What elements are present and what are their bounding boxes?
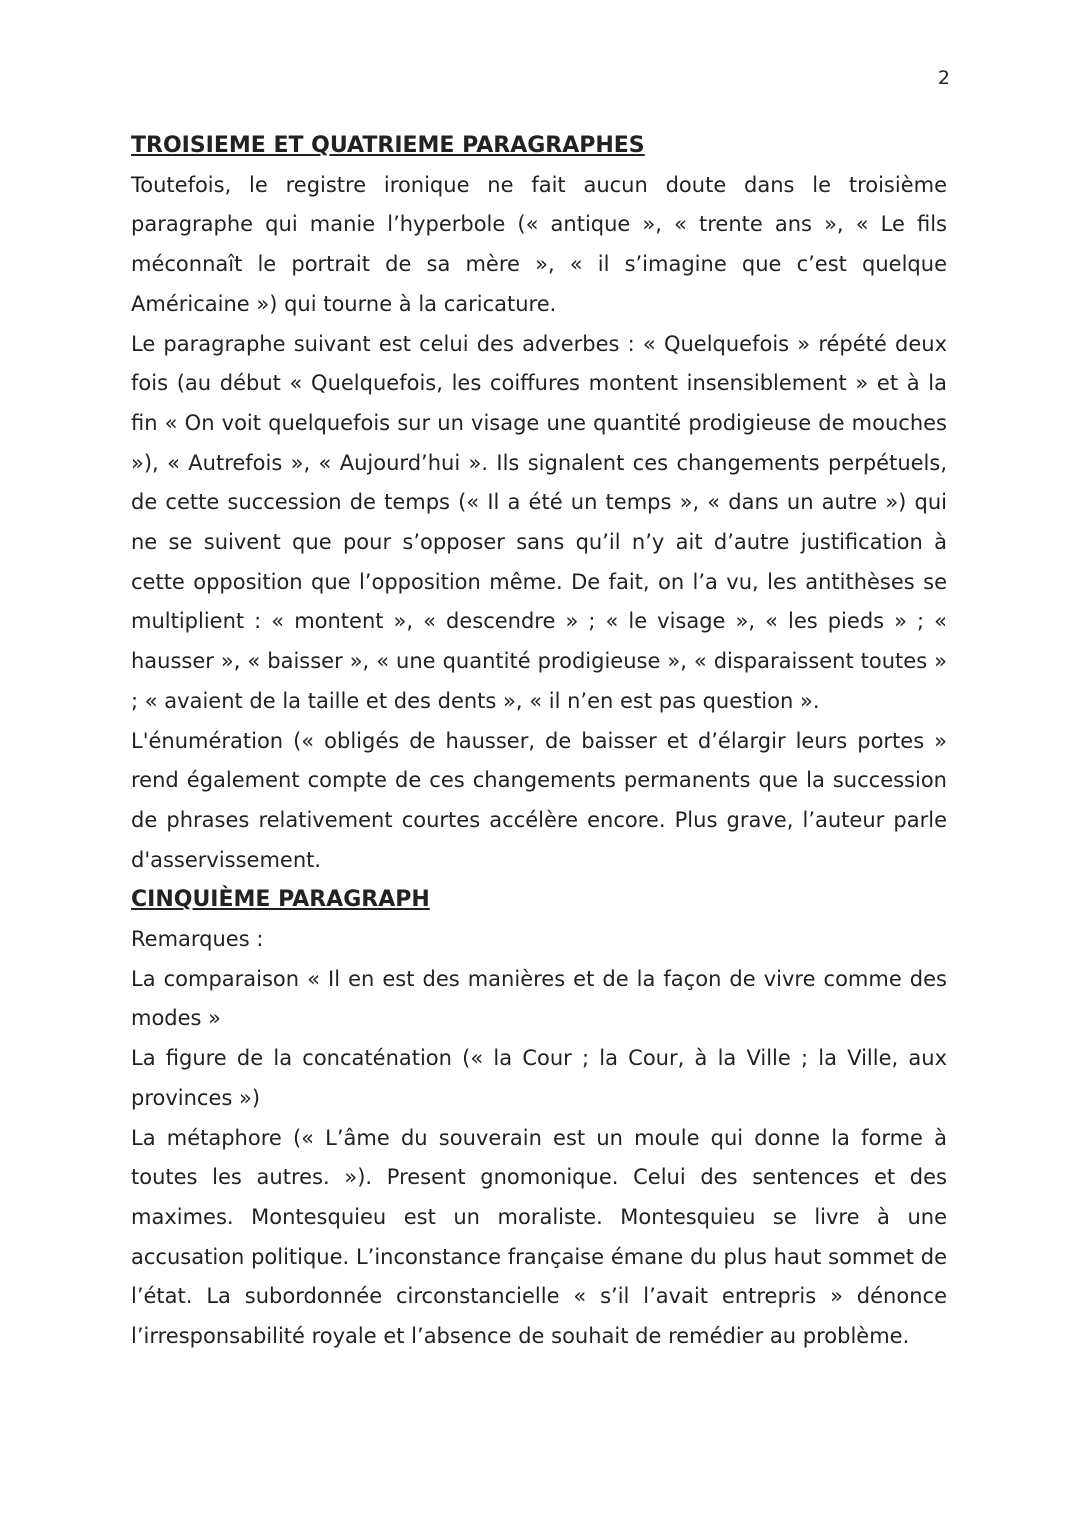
- section-troisieme-quatrieme: [131, 126, 947, 880]
- paragraph-remarques: Remarques :: [131, 927, 264, 952]
- paragraph-comparaison: La comparaison « Il en est des manières et de la façon de vivre comme des modes »: [131, 966, 947, 1031]
- section-cinquieme: [131, 880, 947, 1356]
- section-heading: TROISIEME ET QUATRIEME PARAGRAPHES: [131, 133, 645, 158]
- paragraph-hyperbole: Toutefois, le registre ironique ne fait aucun doute dans le troisième paragraphe qui manie l’hyperbole (« antique », « trente ans », « Le fils méconnaît le portrait de sa mère », « il s’imagine que c’est quelque Américaine ») qui tourne à la caricature.: [131, 172, 947, 316]
- paragraph-adverbes: Le paragraphe suivant est celui des adverbes : « Quelquefois » répété deux fois (au début « Quelquefois, les coiffures montent insensiblement » et à la fin « On voit quelquefois sur un visage une quantité prodigieuse de mouches »), « Autrefois », « Aujourd’hui ». Ils signalent ces changements perpétuels, de cette succession de temps (« Il a été un temps », « dans un autre ») qui ne se suivent que pour s’opposer sans qu’il n’y ait d’autre justification à cette opposition que l’opposition même. De fait, on l’a vu, les antithèses se multiplient : « montent », « descendre » ; « le visage », « les pieds » ; « hausser », « baisser », « une quantité prodigieuse », « disparaissent toutes » ; « avaient de la taille et des dents », « il n’en est pas question ».: [131, 331, 947, 713]
- section-heading: CINQUIÈME PARAGRAPH: [131, 887, 430, 913]
- paragraph-concatenation: La figure de la concaténation (« la Cour ; la Cour, à la Ville ; la Ville, aux provinces »): [131, 1046, 947, 1110]
- paragraph-metaphore: La métaphore (« L’âme du souverain est un moule qui donne la forme à toutes les autres. »). Present gnomonique. Celui des sentences et des maximes. Montesquieu est un moraliste. Montesquieu se livre à une accusation politique. L’inconstance française émane du plus haut sommet de l’état. La subordonnée circonstancielle « s’il l’avait entrepris » dénonce l’irresponsabilité royale et l’absence de souhait de remédier au problème.: [131, 1125, 947, 1349]
- document-body: [131, 126, 947, 1357]
- paragraph-enumeration: L'énumération (« obligés de hausser, de baisser et d’élargir leurs portes » rend également compte de ces changements permanents que la succession de phrases relativement courtes accélère encore. Plus grave, l’auteur parle d'asservissement.: [131, 728, 947, 872]
- page-number: 2: [937, 67, 950, 89]
